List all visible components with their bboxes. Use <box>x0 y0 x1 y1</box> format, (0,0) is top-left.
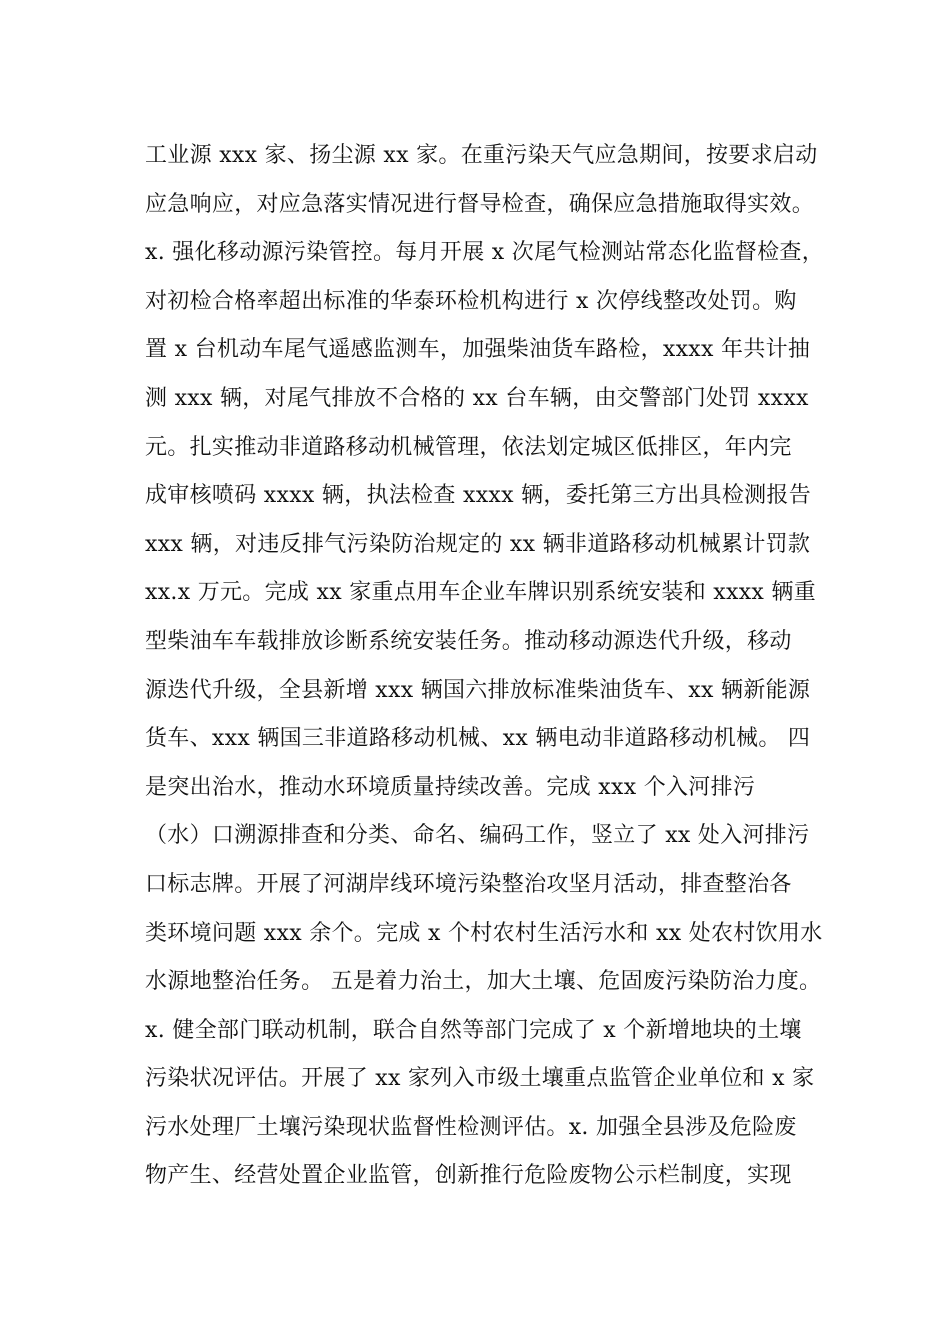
text-line: 应急响应，对应急落实情况进行督导检查，确保应急措施取得实效。 <box>145 191 815 217</box>
text-line: 源迭代升级，全县新增 xxx 辆国六排放标准柴油货车、xx 辆新能源 <box>145 677 811 703</box>
text-line: （水）口溯源排查和分类、命名、编码工作，竖立了 xx 处入河排污 <box>145 823 810 849</box>
text-line: 污水处理厂土壤污染现状监督性检测评估。x. 加强全县涉及危险废 <box>145 1114 797 1140</box>
text-line: x. 健全部门联动机制，联合自然等部门完成了 x 个新增地块的土壤 <box>145 1017 802 1043</box>
text-line: 是突出治水，推动水环境质量持续改善。完成 xxx 个入河排污 <box>145 774 756 800</box>
text-line: 类环境问题 xxx 余个。完成 x 个村农村生活污水和 xx 处农村饮用水 <box>145 920 823 946</box>
text-line: xxx 辆，对违反排气污染防治规定的 xx 辆非道路移动机械累计罚款 <box>145 531 811 557</box>
text-line: 对初检合格率超出标准的华泰环检机构进行 x 次停线整改处罚。购 <box>145 288 797 314</box>
text-line: 物产生、经营处置企业监管，创新推行危险废物公示栏制度，实现 <box>145 1163 792 1189</box>
body-text <box>145 132 825 1201</box>
text-line: 货车、xxx 辆国三非道路移动机械、xx 辆电动非道路移动机械。 四 <box>145 726 811 752</box>
text-line: 工业源 xxx 家、扬尘源 xx 家。在重污染天气应急期间，按要求启动 <box>145 143 818 168</box>
text-line: 水源地整治任务。 五是着力治土，加大土壤、危固废污染防治力度。 <box>145 969 822 995</box>
text-line: x. 强化移动源污染管控。每月开展 x 次尾气检测站常态化监督检查， <box>145 240 824 266</box>
text-line: 型柴油车车载排放诊断系统安装任务。推动移动源迭代升级，移动 <box>145 628 792 654</box>
text-line: 元。扎实推动非道路移动机械管理，依法划定城区低排区，年内完 <box>145 434 792 460</box>
text-line: 成审核喷码 xxxx 辆，执法检查 xxxx 辆，委托第三方出具检测报告 <box>145 483 812 509</box>
text-line: 污染状况评估。开展了 xx 家列入市级土壤重点监管企业单位和 x 家 <box>145 1066 815 1092</box>
text-line: xx.x 万元。完成 xx 家重点用车企业车牌识别系统安装和 xxxx 辆重 <box>145 580 817 606</box>
text-line: 口标志牌。开展了河湖岸线环境污染整治攻坚月活动，排查整治各 <box>145 871 792 897</box>
text-line: 测 xxx 辆，对尾气排放不合格的 xx 台车辆，由交警部门处罚 xxxx <box>145 385 809 411</box>
text-line: 置 x 台机动车尾气遥感监测车，加强柴油货车路检，xxxx 年共计抽 <box>145 337 811 363</box>
